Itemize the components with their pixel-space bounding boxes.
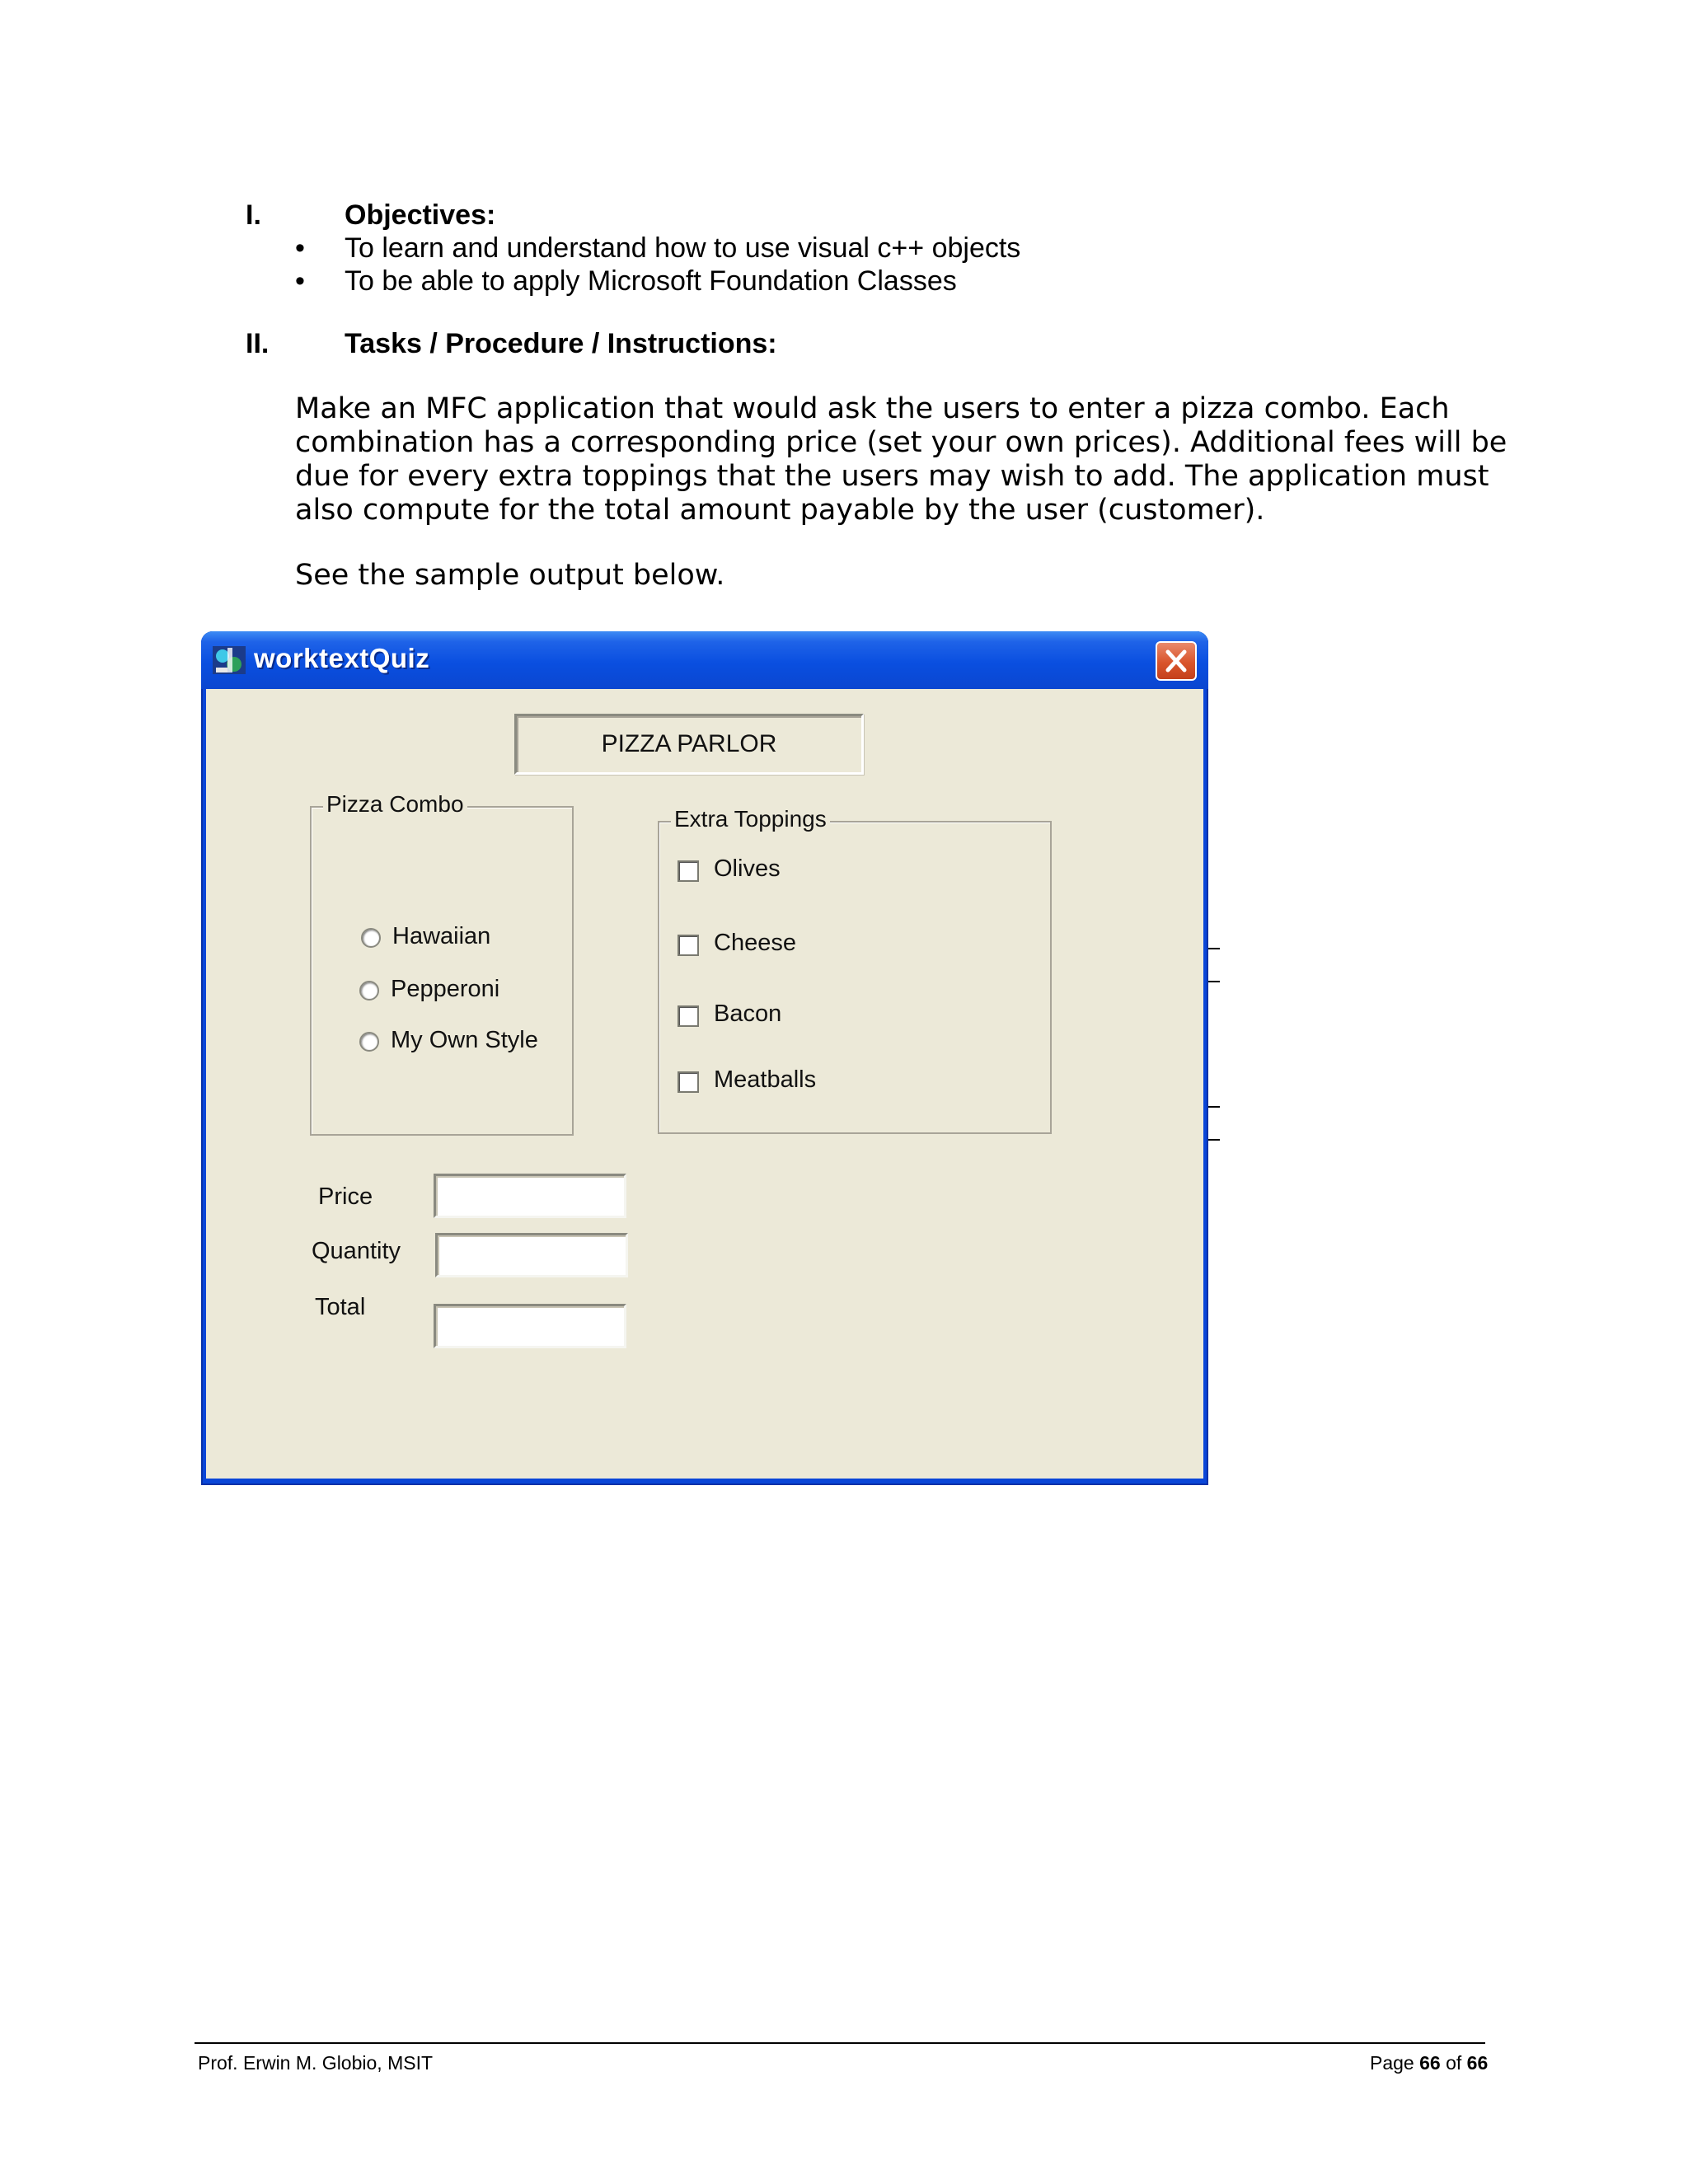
- window-title: worktextQuiz: [254, 643, 430, 673]
- total-input[interactable]: [434, 1304, 626, 1348]
- checkbox-olives[interactable]: [678, 860, 699, 882]
- footer-divider: [195, 2042, 1485, 2044]
- tick-mark: [1208, 1139, 1220, 1141]
- see-sample-text: See the sample output below.: [295, 559, 725, 592]
- objective-1: To learn and understand how to use visual c++ objects: [345, 232, 1021, 264]
- section-2-title: Tasks / Procedure / Instructions:: [345, 328, 777, 359]
- extra-toppings-legend: Extra Toppings: [671, 806, 830, 832]
- section-1-title: Objectives:: [345, 199, 496, 231]
- radio-hawaiian[interactable]: [361, 928, 381, 948]
- banner-label: PIZZA PARLOR: [514, 714, 864, 775]
- app-icon: [211, 643, 247, 677]
- radio-my-own-style-label[interactable]: My Own Style: [391, 1027, 538, 1053]
- tick-mark: [1208, 948, 1220, 949]
- pizza-combo-group: [310, 791, 574, 1136]
- checkbox-bacon[interactable]: [678, 1005, 699, 1027]
- section-2-number: II.: [246, 328, 270, 359]
- radio-my-own-style[interactable]: [359, 1032, 379, 1052]
- checkbox-meatballs-label[interactable]: Meatballs: [714, 1066, 817, 1093]
- quantity-label: Quantity: [312, 1238, 401, 1264]
- checkbox-meatballs[interactable]: [678, 1071, 699, 1093]
- footer-page-prefix: Page: [1370, 2052, 1414, 2074]
- checkbox-olives-label[interactable]: Olives: [714, 855, 781, 882]
- dialog-client-area: [206, 689, 1203, 1479]
- footer-page-total: 66: [1466, 2052, 1489, 2074]
- footer-page-num: 66: [1419, 2052, 1441, 2074]
- tick-mark: [1208, 1106, 1220, 1108]
- title-bar[interactable]: [201, 631, 1208, 689]
- radio-pepperoni[interactable]: [359, 981, 379, 1001]
- objective-2: To be able to apply Microsoft Foundation Classes: [345, 265, 957, 297]
- footer-page: [1370, 2052, 1488, 2074]
- total-label: Total: [315, 1294, 366, 1320]
- radio-hawaiian-label[interactable]: Hawaiian: [392, 923, 491, 949]
- checkbox-cheese-label[interactable]: Cheese: [714, 930, 796, 956]
- dialog-window: [201, 631, 1208, 1485]
- price-input[interactable]: [434, 1174, 626, 1218]
- instructions-paragraph: Make an MFC application that would ask the users to enter a pizza combo. Each combination has a corresponding price (set your own prices). Additional fees will be due for every extra toppings that the users may wish to add. The application must also compute for the total amount payable by the user (customer).: [295, 392, 1507, 527]
- tick-mark: [1208, 981, 1220, 982]
- checkbox-bacon-label[interactable]: Bacon: [714, 1001, 782, 1027]
- close-icon: [1157, 643, 1195, 679]
- close-button[interactable]: [1156, 641, 1197, 681]
- pizza-combo-legend: Pizza Combo: [323, 791, 467, 818]
- price-label: Price: [318, 1183, 373, 1210]
- bullet-icon: •: [295, 232, 305, 264]
- quantity-input[interactable]: [435, 1233, 628, 1277]
- radio-pepperoni-label[interactable]: Pepperoni: [391, 976, 500, 1002]
- footer-page-of: of: [1446, 2052, 1462, 2074]
- bullet-icon: •: [295, 265, 305, 297]
- section-1-number: I.: [246, 199, 261, 231]
- footer-author: Prof. Erwin M. Globio, MSIT: [198, 2052, 434, 2074]
- checkbox-cheese[interactable]: [678, 935, 699, 956]
